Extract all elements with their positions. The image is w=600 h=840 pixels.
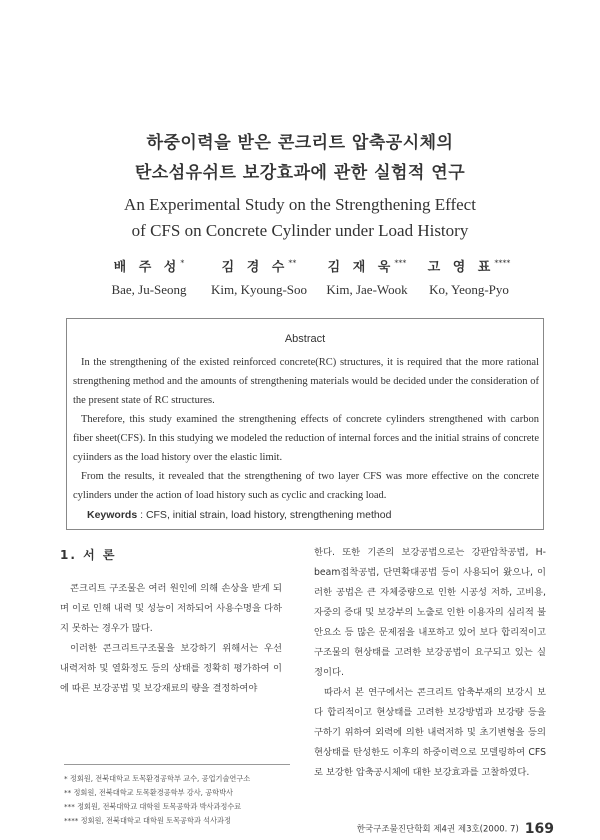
right-column-body [314,543,546,783]
abstract-body [73,353,539,505]
author-english-name: Ko, Yeong-Pyo [429,282,509,297]
journal-citation: 한국구조물진단학회 제4권 제3호(2000. 7) [356,824,519,835]
body-paragraph: 이러한 콘크리트구조물을 보강하기 위해서는 우선 내력저하 및 열화정도 등의 상태를 정확히 평가하여 이에 따른 보강공법 및 보강재료의 량을 결정하여야 [60,643,282,694]
author-english-name: Kim, Kyoung-Soo [210,282,308,297]
abstract-paragraph: In the strengthening of the existed reinforced concrete(RC) structures, it is required that the more rational strengthening method and the amounts of strengthening materials would be decided under the consideration of the present state of RC structures. [73,357,539,406]
abstract-paragraph: From the results, it revealed that the strengthening of two layer CFS was more effective on the concrete cylinders under the action of load history such as cyclic and cracking load. [73,471,539,501]
footnote: * 정회원, 전북대학교 토목환경공학부 교수, 공업기술연구소 [64,774,251,783]
page-number: 169 [524,820,554,837]
footnotes [64,772,294,828]
body-paragraph: 따라서 본 연구에서는 콘크리트 압축부재의 보강시 보다 합리적이고 현상태를 고려한 보강방법과 보강량 등을 구하기 위하여 외력에 의한 내력저하 및 초기변형을 등의 현상태를 탄성한도 이후의 하중이력으로 모델링하여 CFS로 보강한 압축공시체에 대한 보강효과를 고찰하였다. [314,687,546,778]
footnote-divider [64,764,290,765]
keywords [87,509,391,521]
page-footer [354,818,554,837]
author-english-name: Bae, Ju-Seong [111,282,187,297]
author-english-name: Kim, Jae-Wook [326,282,408,297]
body-paragraph: 콘크리트 구조물은 여러 원인에 의해 손상을 받게 되며 이로 인해 내력 및 성능이 저하되어 사용수명을 다하지 못하는 경우가 많다. [60,583,282,634]
abstract-heading: Abstract [284,333,326,345]
author-korean-name: 고 영 표**** [427,258,511,275]
title-korean-line-2: 탄소섬유쉬트 보강효과에 관한 실험적 연구 [134,163,466,183]
footnote: ** 정회원, 전북대학교 토목환경공학부 강사, 공학박사 [64,788,233,797]
author-korean-name: 김 경 수** [221,258,297,275]
abstract-box [66,318,544,530]
left-column [60,546,282,699]
right-column [314,543,546,783]
author-korean-name: 김 재 욱*** [327,258,407,275]
footnote: *** 정회원, 전북대학교 대학원 토목공학과 박사과정수료 [64,802,242,811]
left-column-body [60,579,282,699]
title-korean-line-1: 하중이력을 받은 콘크리트 압축공시체의 [146,133,454,153]
author-korean-name: 배 주 성* [113,258,185,275]
keywords-text: : CFS, initial strain, load history, strengthening method [137,509,392,521]
keywords-label: Keywords [87,509,138,521]
title-english-line-1: An Experimental Study on the Strengthening Effect [124,195,476,214]
footnote: **** 정회원, 전북대학교 대학원 토목공학과 석사과정 [64,816,231,825]
title-block [0,128,600,244]
title-english-line-2: of CFS on Concrete Cylinder under Load History [131,221,469,240]
section-heading: 1. 서 론 [60,548,117,562]
author-4 [404,256,534,298]
body-paragraph: 한다. 또한 기존의 보강공법으로는 강판압착공법, H-beam접착공법, 단면확대공법 등이 사용되어 왔으나, 이러한 공법은 큰 자체중량으로 인한 시공성 저하, 고비용, 자중의 증대 및 보강부의 노출로 인한 이용자의 심리적 불안요소 등 많은 문제점을 내포하고 있어 보다 합리적이고 구조물의 현상태를 고려한 보강공법이 요구되고 있는 실정이다. [314,547,546,678]
abstract-paragraph: Therefore, this study examined the strengthening effects of concrete cylinders strengthened with carbon fiber sheet(CFS). In this studying we modeled the reduction of internal forces and the initial strains of concrete cyiinders as the load history over the elastic limit. [73,414,539,463]
